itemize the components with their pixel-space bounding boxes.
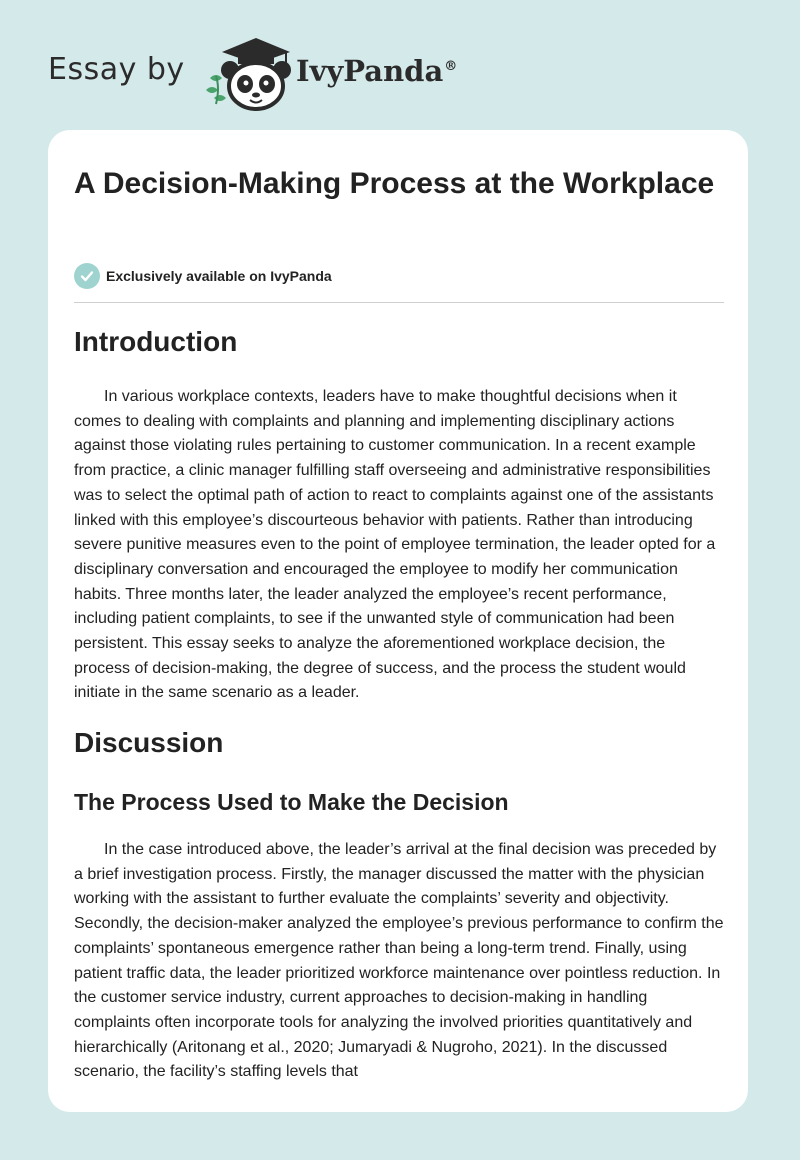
- brand-name[interactable]: IvyPanda®: [296, 54, 458, 88]
- registered-mark: ®: [444, 59, 458, 75]
- site-header: [48, 32, 468, 112]
- introduction-paragraph: In various workplace contexts, leaders have to make thoughtful decisions when it comes to dealing with complaints and planning and implementing disciplinary actions against those violating rules pertaining to customer communication. In a recent example from practice, a clinic manager fulfilling staff overseeing and administrative responsibilities was to select the optimal path of action to react to complaints against one of the assistants linked with this employee’s discourteous behavior with patients. Rather than introducing severe punitive measures even to the point of employee termination, the leader opted for a disciplinary conversation and encouraged the employee to modify her communication habits. Three months later, the leader analyzed the employee’s recent performance, including patient complaints, to see if the unwanted style of communication had been persistent. This essay seeks to analyze the aforementioned workplace decision, the process of decision-making, the degree of success, and the process the student would initiate in the same scenario as a leader.: [74, 388, 716, 702]
- discussion-heading: Discussion: [74, 727, 224, 758]
- essay-by-label: Essay by: [48, 52, 185, 87]
- exclusive-badge: [74, 263, 332, 289]
- exclusive-badge-label: Exclusively available on IvyPanda: [106, 268, 332, 284]
- title-divider: [74, 302, 724, 303]
- essay-title: A Decision-Making Process at the Workplace: [74, 167, 715, 200]
- process-subheading: The Process Used to Make the Decision: [74, 789, 509, 815]
- check-icon: [74, 263, 100, 289]
- essay-card: [48, 130, 748, 1112]
- panda-graduate-logo-icon[interactable]: [200, 32, 296, 112]
- process-paragraph: In the case introduced above, the leader’s arrival at the final decision was preceded by a brief investigation process. Firstly, the manager discussed the matter with the physician working with the assistant to further evaluate the complaints’ severity and objectivity. Secondly, the decision-maker analyzed the employee’s previous performance to confirm the complaints’ spontaneous emergence rather than being a long-term trend. Finally, using patient traffic data, the leader prioritized workforce maintenance over pointless reduction. In the customer service industry, current approaches to decision-making in handling complaints often incorporate tools for analyzing the involved priorities quantitatively and hierarchically (Aritonang et al., 2020; Jumaryadi & Nugroho, 2021). In the discussed scenario, the facility’s staffing levels that: [74, 841, 724, 1081]
- introduction-heading: Introduction: [74, 326, 238, 357]
